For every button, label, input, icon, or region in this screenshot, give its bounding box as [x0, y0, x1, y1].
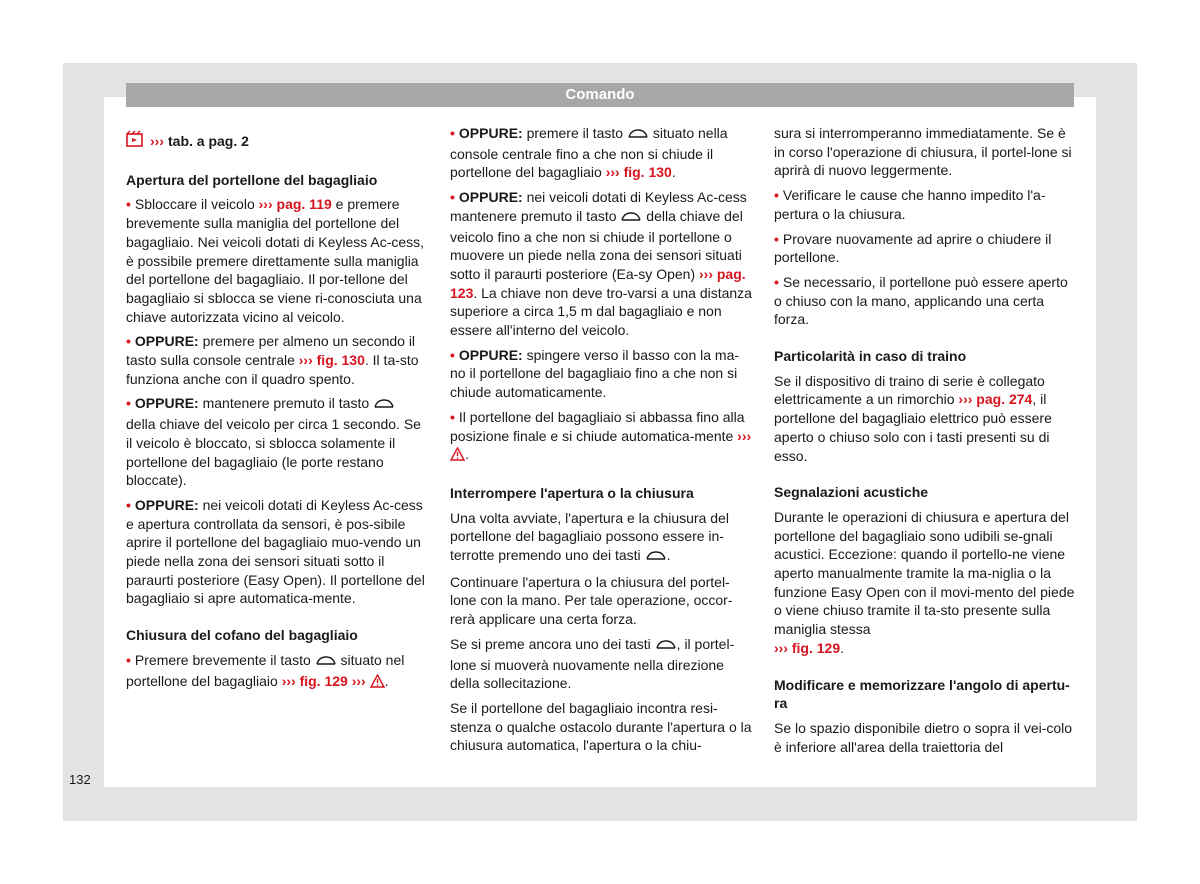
paragraph: Se si preme ancora uno dei tasti , il portel-lone si muoverà nuovamente nella direzione della sollecitazione.	[450, 635, 735, 692]
paragraph: Se lo spazio disponibile dietro o sopra il vei-colo è inferiore all'area della traiettoria del	[774, 719, 1073, 755]
list-item: • OPPURE: premere per almeno un secondo il tasto sulla console centrale ››› fig. 130. Il ta-sto funziona anche con il quadro spento.	[126, 332, 428, 388]
list-item: • OPPURE: premere il tasto situato nella console centrale fino a che non si chiude il portellone del bagagliaio ››› fig. 130.	[450, 124, 752, 182]
column-2	[450, 124, 752, 761]
list-item: • OPPURE: nei veicoli dotati di Keyless Ac-cess mantenere premuto il tasto della chiave del veicolo fino a che non si chiude il portellone o muovere un piede nella zona dei sensori situati sotto il paraurti posteriore (Ea-sy Open) ››› pag. 123. La chiave non deve tro-varsi a una distanza superiore a circa 1,5 m dal bagagliaio e non essere all'interno del veicolo.	[450, 188, 752, 340]
paragraph: sura si interromperanno immediatamente. Se è in corso l'operazione di chiusura, il portel-lone si aprirà di nuovo leggermente.	[774, 125, 1072, 179]
section-header: Comando	[126, 83, 1074, 107]
warning-icon	[450, 447, 465, 466]
tailgate-key-icon	[627, 126, 649, 145]
paragraph: Una volta avviate, l'apertura e la chiusura del portellone del bagagliaio possono essere in-terrotte premendo uno dei tasti .	[450, 509, 752, 567]
heading-acoustic: Segnalazioni acustiche	[774, 484, 929, 501]
list-item: • OPPURE: spingere verso il basso con la ma-no il portellone del bagagliaio fino a che non si chiude automaticamente.	[450, 346, 752, 402]
heading-opening: Apertura del portellone del bagagliaio	[126, 171, 378, 188]
list-item: • Sbloccare il veicolo ››› pag. 119 e premere brevemente sulla maniglia del portellone del bagagliaio. Nei veicoli dotati di Keyless Ac-cess, è possibile premere direttamente sulla maniglia del portellone del bagagliaio. Il por-tellone del bagagliaio si sblocca se viene ri-conosciuta una chiave autorizzata vicino al veicolo.	[126, 195, 428, 326]
heading-angle: Modificare e memorizzare l'angolo di apertu-ra	[774, 676, 1070, 712]
paragraph: Se il dispositivo di traino di serie è collegato elettricamente a un rimorchio ››› pag. 274, il portellone del bagagliaio elettrico può essere aperto o chiuso solo con i tasti presenti su di esso.	[774, 372, 1052, 464]
heading-interrupt: Interrompere l'apertura o la chiusura	[450, 484, 694, 501]
table-reference	[126, 130, 428, 153]
list-item: • Premere brevemente il tasto situato nel portellone del bagagliaio ››› fig. 129 ››› .	[126, 651, 428, 692]
column-1	[126, 130, 428, 698]
list-item: • Provare nuovamente ad aprire o chiudere il portellone.	[774, 230, 1076, 267]
paragraph: Continuare l'apertura o la chiusura del portel-lone con la mano. Per tale operazione, occor-rerà applicare una certa forza.	[450, 573, 733, 628]
list-item: • OPPURE: mantenere premuto il tasto della chiave del veicolo per circa 1 secondo. Se il veicolo è bloccato, si sblocca solamente il portellone del bagagliaio (le porte restano bloccate).	[126, 394, 428, 490]
tailgate-key-icon	[315, 653, 337, 672]
warning-icon	[370, 674, 385, 693]
paragraph: Durante le operazioni di chiusura e apertura del portellone del bagagliaio sono udibili se-gnali acustici. Eccezione: quando il portello-ne viene aperto manualmente tramite la ma-niglia o la funzione Easy Open con il movi-mento del piede o viene chiuso tramite il ta-sto presente sulla maniglia stessa ››› fig. 129.	[774, 508, 1075, 656]
list-item: • Se necessario, il portellone può essere aperto o chiuso con la mano, applicando una certa forza.	[774, 273, 1076, 329]
page-number: 132	[69, 772, 91, 787]
paragraph: Se il portellone del bagagliaio incontra resi-stenza o qualche ostacolo durante l'apertura o la chiusura automatica, l'apertura o la chiu-	[450, 699, 752, 754]
list-item: • OPPURE: nei veicoli dotati di Keyless Ac-cess e apertura controllata da sensori, è pos-sibile aprire il portellone del bagagliaio muo-vendo un piede nella zona dei sensori situati sotto il paraurti posteriore (Easy Open). Il portellone del bagagliaio si apre automatica-mente.	[126, 496, 428, 608]
video-icon	[126, 130, 146, 153]
column-3	[774, 124, 1076, 762]
tailgate-key-icon	[620, 209, 642, 228]
heading-closing: Chiusura del cofano del bagagliaio	[126, 627, 358, 644]
tailgate-key-icon	[655, 637, 677, 656]
ref-text: tab. a pag. 2	[168, 133, 249, 149]
tailgate-key-icon	[645, 548, 667, 567]
list-item: • Il portellone del bagagliaio si abbassa fino alla posizione finale e si chiude automatica-mente ››› .	[450, 408, 752, 466]
tailgate-key-icon	[373, 396, 395, 415]
ref-arrows: ›››	[150, 133, 164, 149]
list-item: • Verificare le cause che hanno impedito l'a-pertura o la chiusura.	[774, 186, 1076, 223]
heading-towing: Particolarità in caso di traino	[774, 348, 967, 365]
